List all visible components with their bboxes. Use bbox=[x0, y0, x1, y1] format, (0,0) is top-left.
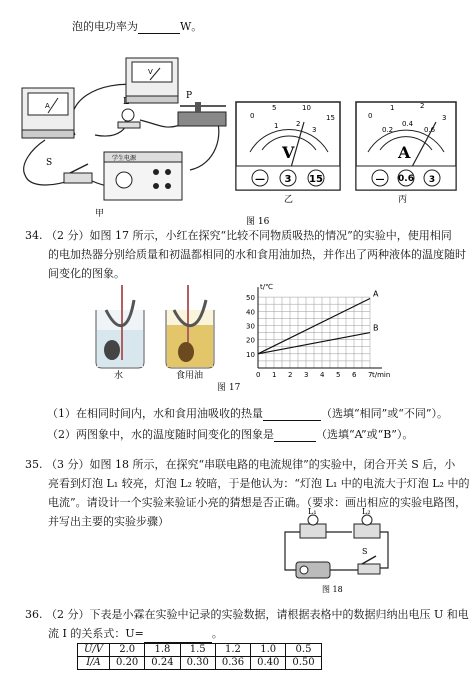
series-label-B: B bbox=[373, 323, 379, 333]
x-tick-label: 1 bbox=[272, 371, 277, 379]
label-jia: 甲 bbox=[95, 209, 105, 219]
switch-S bbox=[64, 164, 92, 183]
q34-line-3: 间变化的图象。 bbox=[48, 267, 125, 280]
q34-sub1-text: （1）在相同时间内，水和食用油吸收的热量 bbox=[47, 407, 263, 420]
table-cell: 1.0 bbox=[251, 644, 286, 657]
q34-line-2: 的电加热器分别给质量和初温都相同的水和食用油加热，并作出了两种液体的温度随时 bbox=[48, 248, 466, 261]
v-scale-10: 10 bbox=[302, 104, 311, 112]
water-beaker bbox=[96, 285, 144, 368]
table-cell: 1.2 bbox=[215, 644, 250, 657]
q34-sub2-blank[interactable] bbox=[274, 441, 316, 442]
q34-sub1-after: （选填“相同”或“不同”）。 bbox=[321, 407, 448, 420]
q34-number: 34. bbox=[25, 229, 43, 242]
y-tick-label: 10 bbox=[246, 350, 255, 359]
v-scale-15: 15 bbox=[326, 114, 335, 122]
beaker-label-water: 水 bbox=[114, 371, 124, 381]
label-bing: 丙 bbox=[398, 195, 408, 205]
q36-number: 36. bbox=[25, 608, 43, 621]
v-scale-0: 0 bbox=[250, 112, 255, 120]
ammeter-device-left bbox=[22, 88, 74, 138]
table-cell: 0.24 bbox=[145, 657, 180, 670]
bulb-L1 bbox=[300, 515, 326, 538]
v-terminal-3: 3 bbox=[284, 174, 292, 185]
table-row bbox=[78, 644, 322, 657]
q36-line-1: （2 分）下表是小霖在实验中记录的实验数据，请根据表格中的数据归纳出电压 U 和电 bbox=[46, 608, 469, 621]
table-cell: 1.8 bbox=[145, 644, 180, 657]
q34-sub1 bbox=[47, 405, 448, 421]
a-scale-1: 1 bbox=[390, 104, 395, 112]
x-tick-label: 4 bbox=[320, 371, 325, 379]
y-tick-label: 40 bbox=[246, 308, 255, 317]
switch-S-fig18 bbox=[358, 556, 380, 574]
q36-line-2: 流 I 的关系式：U= bbox=[48, 627, 144, 640]
table-cell: 2.0 bbox=[110, 644, 145, 657]
a-terminal-neg: — bbox=[375, 175, 385, 185]
beakers-figure bbox=[88, 280, 238, 380]
x-tick-label: 3 bbox=[304, 371, 309, 379]
a-scale-2: 2 bbox=[420, 102, 425, 110]
x-tick-label: 6 bbox=[352, 371, 357, 379]
a-scale-0: 0 bbox=[368, 112, 373, 120]
bulb-L bbox=[118, 109, 140, 128]
svg-text:V: V bbox=[148, 68, 153, 76]
top-question-line bbox=[72, 18, 202, 34]
table-head-U: U/V bbox=[78, 644, 110, 657]
bulb-L2 bbox=[354, 515, 380, 538]
q34-line-1: （2 分）如图 17 所示，小红在探究“比较不同物质吸热的情况”的实验中，使用相同 bbox=[46, 229, 452, 242]
a-terminal-3: 3 bbox=[428, 175, 436, 185]
battery bbox=[296, 562, 330, 578]
fig16-caption: 图 16 bbox=[246, 217, 270, 227]
x-axis-label: t/min bbox=[372, 371, 391, 379]
table-head-I: I/A bbox=[78, 657, 110, 670]
fig17-caption: 图 17 bbox=[217, 383, 241, 393]
q35-line-2: 亮看到灯泡 L₁ 较亮，灯泡 L₂ 较暗，于是他认为：“灯泡 L₁ 中的电流大于灯泡 L₂ 中的 bbox=[48, 477, 470, 490]
figure-16 bbox=[0, 40, 471, 227]
a-scale-3: 3 bbox=[442, 114, 447, 122]
power-answer-blank[interactable] bbox=[138, 33, 180, 34]
q35-line-3: 电流”。请设计一个实验来验证小亮的猜想是否正确。（要求：画出相应的实验电路图， bbox=[48, 496, 467, 509]
label-L1: L₁ bbox=[308, 507, 317, 516]
x-tick-label: 0 bbox=[256, 371, 261, 379]
top-unit: W。 bbox=[180, 20, 203, 33]
a-inner-06: 0.6 bbox=[424, 126, 436, 134]
question-34 bbox=[25, 226, 465, 283]
top-text: 泡的电功率为 bbox=[72, 20, 138, 33]
oil-beaker bbox=[166, 285, 214, 368]
table-cell: 0.50 bbox=[286, 657, 321, 670]
fig18-caption: 图 18 bbox=[322, 585, 343, 594]
q34-sub1-blank[interactable] bbox=[263, 420, 321, 421]
q35-number: 35. bbox=[25, 458, 43, 471]
power-supply-title: 学生电源 bbox=[112, 155, 137, 162]
series-label-A: A bbox=[373, 289, 379, 299]
y-tick-label: 30 bbox=[246, 322, 255, 331]
table-row bbox=[78, 657, 322, 670]
y-tick-label: 50 bbox=[246, 294, 255, 303]
label-S-fig18: S bbox=[362, 547, 368, 556]
label-yi: 乙 bbox=[284, 195, 294, 205]
table-cell: 1.5 bbox=[180, 644, 215, 657]
table-cell: 0.40 bbox=[251, 657, 286, 670]
label-L2: L₂ bbox=[362, 507, 371, 516]
x-tick-label: 7 bbox=[368, 371, 373, 379]
label-P: P bbox=[186, 91, 193, 101]
v-symbol: V bbox=[282, 143, 295, 162]
table-cell: 0.36 bbox=[215, 657, 250, 670]
a-symbol: A bbox=[398, 143, 411, 162]
x-tick-label: 2 bbox=[288, 371, 293, 379]
temperature-chart bbox=[240, 278, 400, 378]
q35-line-4: 并写出主要的实验步骤） bbox=[48, 515, 169, 528]
q34-sub2-after: （选填“A”或“B”）。 bbox=[316, 428, 414, 441]
v-terminal-15: 15 bbox=[309, 174, 323, 185]
table-cell: 0.30 bbox=[180, 657, 215, 670]
beaker-label-oil: 食用油 bbox=[176, 371, 204, 381]
q35-line-1: （3 分）如图 18 所示，在探究“串联电路的电流规律”的实验中，闭合开关 S 后，小 bbox=[46, 458, 456, 471]
x-tick-label: 5 bbox=[336, 371, 341, 379]
voltmeter-device-top bbox=[126, 58, 178, 103]
q36-data-table bbox=[77, 643, 322, 670]
svg-text:A: A bbox=[45, 102, 50, 110]
q34-sub2-text: （2）两图象中，水的温度随时间变化的图象是 bbox=[47, 428, 274, 441]
table-cell: 0.5 bbox=[286, 644, 321, 657]
v-terminal-neg: — bbox=[255, 174, 265, 185]
rheostat-P bbox=[178, 102, 226, 126]
label-S: S bbox=[46, 158, 53, 168]
a-terminal-06: 0.6 bbox=[398, 174, 414, 184]
table-cell: 0.20 bbox=[110, 657, 145, 670]
a-inner-02: 0.2 bbox=[382, 126, 394, 134]
question-36: 36. （2 分）下表是小霖在实验中记录的实验数据，请根据表格中的数据归纳出电压 U 和电 流 I 的关系式：U= 。 bbox=[25, 605, 465, 643]
figure-18 bbox=[270, 506, 400, 596]
v-inner-3: 3 bbox=[312, 126, 317, 134]
v-scale-5: 5 bbox=[272, 104, 277, 112]
y-axis-label: t/℃ bbox=[260, 283, 273, 292]
v-inner-2: 2 bbox=[296, 120, 301, 128]
y-tick-label: 20 bbox=[246, 336, 255, 345]
label-L: L bbox=[123, 97, 129, 107]
q34-sub2 bbox=[47, 426, 413, 442]
v-inner-1: 1 bbox=[274, 122, 279, 130]
a-inner-04: 0.4 bbox=[402, 120, 414, 128]
